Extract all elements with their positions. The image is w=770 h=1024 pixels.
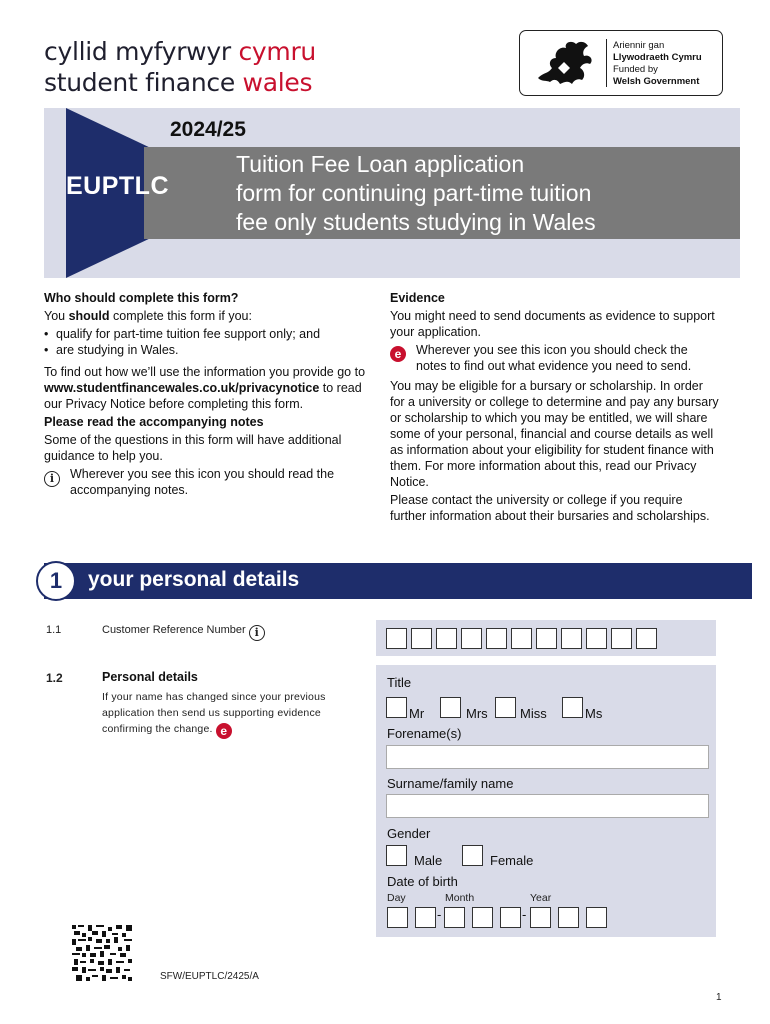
bursary-text: You may be eligible for a bursary or scholarship. In order for a university or college to determine and pay any bursary or scholarship to which you may be entitled, we will share some of your personal, financial and course details as well as information about your eligibility for student finance with them. For more information about this, read our Privacy Notice. bbox=[390, 379, 719, 489]
title-label: Title bbox=[387, 675, 412, 690]
dob-month-box[interactable] bbox=[472, 907, 493, 928]
info-icon: i bbox=[44, 471, 60, 487]
gender-male-checkbox[interactable] bbox=[386, 845, 407, 866]
crn-digit-box[interactable] bbox=[436, 628, 457, 649]
list-item: • are studying in Wales. bbox=[44, 342, 374, 358]
name-change-note: If your name has changed since your previous application then send us supporting evidence confirming the change. e bbox=[102, 691, 326, 738]
brand-line1: cyllid myfyrwyr bbox=[44, 37, 239, 66]
info-icon-note-text: Wherever you see this icon you should read the accompanying notes. bbox=[70, 467, 335, 497]
brand-line2: student finance bbox=[44, 68, 243, 97]
surname-field[interactable] bbox=[386, 794, 709, 818]
dragon-icon bbox=[534, 38, 596, 88]
brand-line2-accent: wales bbox=[242, 68, 313, 97]
dob-separator: - bbox=[522, 907, 527, 922]
forename-field[interactable] bbox=[386, 745, 709, 769]
brand-logo bbox=[44, 36, 316, 98]
evidence-heading: Evidence bbox=[390, 291, 445, 305]
contact-text: Please contact the university or college if you require further information about their bursaries and scholarships. bbox=[390, 493, 710, 523]
dob-year-label: Year bbox=[530, 892, 552, 904]
title-miss-checkbox[interactable] bbox=[495, 697, 516, 718]
gender-female-checkbox[interactable] bbox=[462, 845, 483, 866]
form-reference: SFW/EUPTLC/2425/A bbox=[160, 971, 259, 982]
evidence-icon: e bbox=[216, 723, 232, 739]
title-ms-label: Ms bbox=[585, 706, 603, 721]
title-mrs-checkbox[interactable] bbox=[440, 697, 461, 718]
welsh-government-logo bbox=[519, 30, 723, 96]
form-title-line-2: form for continuing part-time tuition bbox=[236, 180, 592, 206]
gender-female-label: Female bbox=[490, 853, 534, 868]
form-title-line-3: fee only students studying in Wales bbox=[236, 209, 596, 235]
crn-input bbox=[386, 628, 657, 649]
crn-digit-box[interactable] bbox=[411, 628, 432, 649]
section-title: your personal details bbox=[88, 568, 300, 591]
title-miss-label: Miss bbox=[520, 706, 547, 721]
forename-label: Forename(s) bbox=[387, 726, 462, 741]
dob-day-box[interactable] bbox=[387, 907, 408, 928]
eligibility-list bbox=[44, 326, 374, 358]
info-icon-note bbox=[44, 466, 374, 498]
surname-label: Surname/family name bbox=[387, 776, 514, 791]
gender-label: Gender bbox=[387, 826, 431, 841]
crn-digit-box[interactable] bbox=[611, 628, 632, 649]
crn-digit-box[interactable] bbox=[636, 628, 657, 649]
dob-separator: - bbox=[437, 907, 442, 922]
dob-year-box[interactable] bbox=[586, 907, 607, 928]
section-number: 1 bbox=[36, 561, 76, 601]
dob-label: Date of birth bbox=[387, 874, 458, 889]
dob-year-box[interactable] bbox=[530, 907, 551, 928]
intro-left-column bbox=[44, 290, 374, 498]
title-mr-label: Mr bbox=[409, 706, 425, 721]
crn-digit-box[interactable] bbox=[486, 628, 507, 649]
info-icon: i bbox=[249, 625, 265, 641]
title-mr-checkbox[interactable] bbox=[386, 697, 407, 718]
form-code: EUPTLC bbox=[66, 172, 169, 200]
notes-heading: Please read the accompanying notes bbox=[44, 415, 264, 429]
dob-month-label: Month bbox=[445, 892, 475, 904]
dob-day-label: Day bbox=[387, 892, 406, 904]
evidence-icon-note-text: Wherever you see this icon you should check the notes to find out what evidence you need to send. bbox=[416, 343, 692, 373]
notes-text: Some of the questions in this form will have additional guidance to help you. bbox=[44, 433, 342, 463]
dob-month-box[interactable] bbox=[444, 907, 465, 928]
evidence-icon: e bbox=[390, 346, 406, 362]
crn-digit-box[interactable] bbox=[461, 628, 482, 649]
welsh-gov-english: Welsh Government bbox=[613, 76, 700, 87]
crn-digit-box[interactable] bbox=[511, 628, 532, 649]
question-number: 1.1 bbox=[46, 624, 62, 636]
personal-details-heading: Personal details bbox=[102, 670, 198, 684]
who-heading: Who should complete this form? bbox=[44, 291, 239, 305]
welsh-gov-welsh: Llywodraeth Cymru bbox=[613, 52, 702, 63]
crn-digit-box[interactable] bbox=[586, 628, 607, 649]
crn-digit-box[interactable] bbox=[536, 628, 557, 649]
crn-label: Customer Reference Number i bbox=[102, 624, 265, 641]
evidence-icon-note bbox=[390, 342, 720, 374]
question-number: 1.2 bbox=[46, 671, 63, 685]
dob-year-box[interactable] bbox=[558, 907, 579, 928]
crn-digit-box[interactable] bbox=[386, 628, 407, 649]
privacy-paragraph: To find out how we’ll use the information you provide go to www.studentfinancewales.co.uk/privacynotice to read our Privacy Notice before completing this form. bbox=[44, 365, 366, 411]
privacy-link[interactable]: www.studentfinancewales.co.uk/privacynotice bbox=[44, 381, 320, 395]
page-number: 1 bbox=[716, 992, 722, 1003]
brand-line1-accent: cymru bbox=[238, 37, 316, 66]
form-title bbox=[236, 150, 736, 237]
crn-digit-box[interactable] bbox=[561, 628, 582, 649]
who-intro: You should complete this form if you: bbox=[44, 309, 252, 323]
list-item: • qualify for part-time tuition fee support only; and bbox=[44, 326, 374, 342]
title-ms-checkbox[interactable] bbox=[562, 697, 583, 718]
intro-right-column bbox=[390, 290, 720, 526]
dob-day-box[interactable] bbox=[415, 907, 436, 928]
academic-year: 2024/25 bbox=[170, 118, 246, 141]
funded-english: Funded by bbox=[613, 64, 658, 75]
logo-divider bbox=[606, 39, 607, 87]
gender-male-label: Male bbox=[414, 853, 443, 868]
evidence-text: You might need to send documents as evidence to support your application. bbox=[390, 309, 715, 339]
welsh-government-text bbox=[613, 40, 702, 88]
dob-year-box[interactable] bbox=[500, 907, 521, 928]
qr-code-icon bbox=[72, 925, 132, 981]
title-mrs-label: Mrs bbox=[466, 706, 488, 721]
funded-welsh: Ariennir gan bbox=[613, 40, 665, 51]
form-title-line-1: Tuition Fee Loan application bbox=[236, 151, 525, 177]
